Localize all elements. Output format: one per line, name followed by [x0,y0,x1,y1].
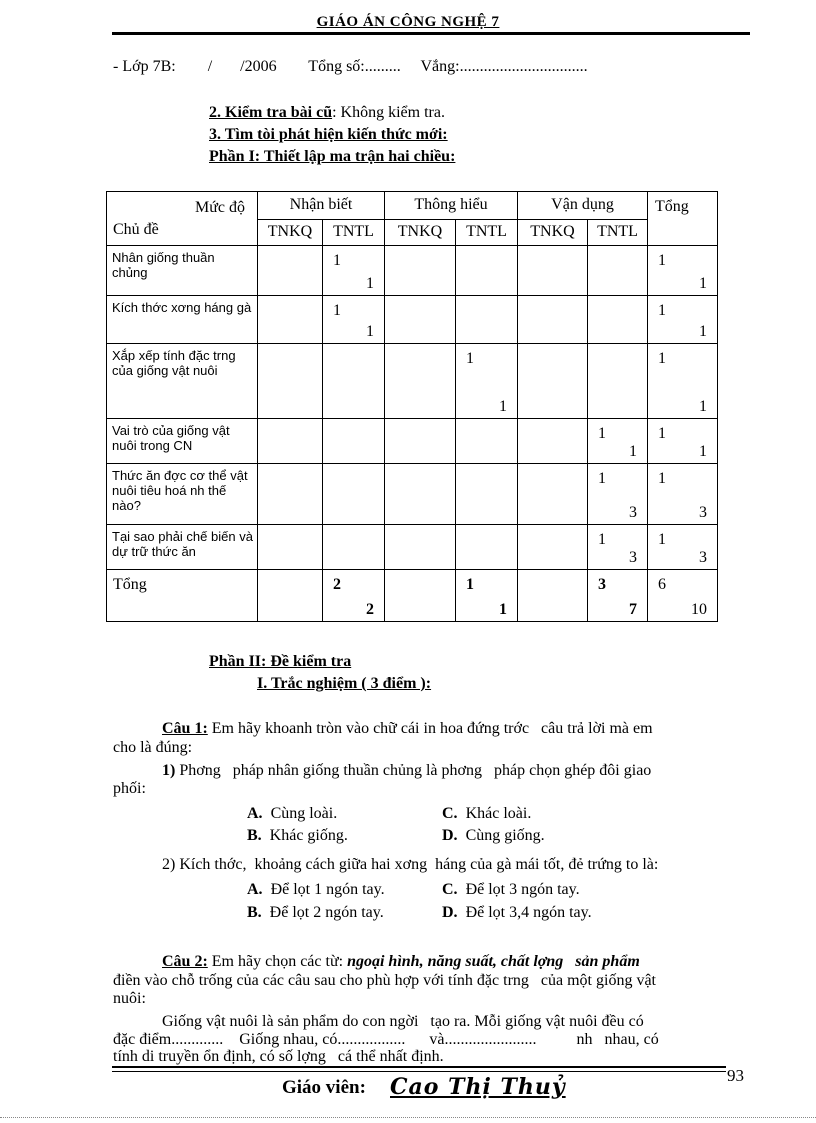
question-2-words: ngoại hình, năng suất, chất lợng sản phẩm [347,953,640,970]
cell-count: 1 [598,425,606,442]
cell-score: 1 [499,601,507,618]
question-2-text-cont-2: nuôi: [113,990,146,1007]
page-number: 93 [727,1066,744,1085]
total-header: Tổng [648,192,718,246]
section-2 [209,104,445,122]
topic-cell: Tại sao phải chế biến và dự trữ thức ăn [107,525,258,570]
cell-score: 10 [691,601,707,618]
matrix-cell [385,419,456,464]
option-text: Cùng loài. [270,805,338,822]
option-key: B. [247,827,262,844]
matrix-cell [385,344,456,419]
cell-score: 3 [629,504,637,521]
cell-score: 7 [629,601,637,618]
grand-total-cell [648,570,718,622]
matrix-cell [456,296,518,344]
matrix-cell [518,296,588,344]
matrix-cell [385,464,456,525]
option-text: Khác loài. [465,805,532,822]
topic-cell: Xắp xếp tính đặc trng của giống vật nuôi [107,344,258,419]
option-key: D. [442,827,458,844]
matrix-cell [588,419,648,464]
question-1-label: Câu 1: [162,720,208,737]
question-2-para-3: tính di truyền ổn định, có số lợng cá thể nhất định. [113,1048,444,1065]
cell-count: 6 [658,576,666,593]
q1-2-option-d [442,904,592,922]
topic-cell: Vai trò của giống vật nuôi trong CN [107,419,258,464]
class-info-line [113,58,588,76]
topic-cell: Thức ăn đợc cơ thể vật nuôi tiêu hoá nh thế nào? [107,464,258,525]
question-2-text: Em hãy chọn các từ: [207,953,348,970]
question-1-1-text-cont: phối: [113,780,146,797]
question-1-2-text: 2) Kích thớc, khoảng cách giữa hai xơng háng của gà mái tốt, đẻ trứng to là: [162,856,659,873]
matrix-cell [323,246,385,296]
topic-cell: Kích thớc xơng háng gà [107,296,258,344]
matrix-cell [456,246,518,296]
matrix-cell [323,419,385,464]
q1-1-option-b [247,827,348,845]
row-total-cell [648,344,718,419]
matrix-cell [518,246,588,296]
matrix-cell [518,344,588,419]
cell-score: 3 [629,549,637,566]
section-3-title: 3. Tìm tòi phát hiện kiến thức mới: [209,126,448,143]
matrix-cell [588,246,648,296]
cell-count: 1 [466,350,474,367]
matrix-cell [385,296,456,344]
topic-cell: Nhân giống thuần chủng [107,246,258,296]
level-header-recognize: Nhận biết [258,192,385,220]
section-2-text: : Không kiểm tra. [332,104,445,121]
section-3 [209,126,448,144]
sub-header-tnkq: TNKQ [258,219,323,246]
page-header-title: GIÁO ÁN CÔNG NGHỆ 7 [316,14,500,30]
matrix-cell [588,296,648,344]
option-key: A. [247,881,263,898]
question-2 [162,952,640,972]
cell-score: 1 [499,398,507,415]
matrix-total-row [107,570,718,622]
matrix-cell [588,464,648,525]
multiple-choice-title: I. Trắc nghiệm ( 3 điểm ): [257,675,432,692]
class-total: Tổng số:......... [308,58,401,75]
option-key: D. [442,904,458,921]
matrix-cell [258,344,323,419]
option-text: Để lọt 1 ngón tay. [270,881,385,898]
cell-score: 1 [699,323,707,340]
question-2-text-cont: điền vào chỗ trống của các câu sau cho phù hợp với tính đặc trng của một giống vật [113,972,656,989]
matrix-cell [518,525,588,570]
cell-count: 2 [333,576,341,593]
question-2-label: Câu 2: [162,953,208,970]
option-key: C. [442,881,458,898]
matrix-cell [258,296,323,344]
q1-2-option-a [247,881,385,899]
header-rule [112,32,750,35]
cell-count: 1 [598,470,606,487]
matrix-cell [588,525,648,570]
matrix-total-cell [385,570,456,622]
class-absent: Vắng:................................ [420,58,588,75]
total-row-label: Tổng [107,570,258,622]
matrix-cell [456,525,518,570]
teacher-label: Giáo viên: [282,1077,366,1098]
matrix-cell [323,296,385,344]
cell-score: 1 [699,443,707,460]
matrix-row [107,419,718,464]
question-1-text: Em hãy khoanh tròn vào chữ cái in hoa đứng trớc câu trả lời mà em [207,720,653,737]
row-total-cell [648,419,718,464]
matrix-cell [518,419,588,464]
matrix-cell [323,525,385,570]
matrix-total-cell [323,570,385,622]
cell-count: 1 [658,350,666,367]
page-bottom-dotted-line [0,1117,816,1118]
cell-count: 1 [333,302,341,319]
question-1-text-cont: cho là đúng: [113,739,193,756]
teacher-signature: Cao Thị Thuỷ [390,1074,566,1100]
cell-count: 1 [658,531,666,548]
matrix-cell [456,419,518,464]
section-2-title: 2. Kiểm tra bài cũ [209,104,333,121]
corner-level-label: Mức độ [195,199,245,216]
option-text: Để lọt 3,4 ngón tay. [465,904,592,921]
cell-score: 2 [366,601,374,618]
matrix-row [107,344,718,419]
class-label: - Lớp 7B: [113,58,176,75]
matrix-cell [456,344,518,419]
sub-header-tnkq: TNKQ [385,219,456,246]
q1-2-option-b [247,904,384,922]
row-total-cell [648,296,718,344]
q1-1-option-a [247,805,337,823]
matrix-row [107,246,718,296]
matrix-cell [385,525,456,570]
matrix-row [107,296,718,344]
sub-header-tnkq: TNKQ [518,219,588,246]
part-1-title: Phần I: Thiết lập ma trận hai chiều: [209,148,456,165]
question-1-1-number: 1) [162,762,176,779]
cell-count: 1 [658,470,666,487]
cell-count: 1 [658,252,666,269]
matrix-cell [518,464,588,525]
matrix-cell [258,419,323,464]
level-header-apply: Vận dụng [518,192,648,220]
part-1 [209,148,455,166]
option-key: A. [247,805,263,822]
matrix-total-cell [518,570,588,622]
option-text: Khác giống. [269,827,348,844]
sub-header-tntl: TNTL [588,219,648,246]
level-header-understand: Thông hiểu [385,192,518,220]
matrix-cell [258,464,323,525]
cell-count: 1 [658,425,666,442]
multiple-choice-section [257,674,431,694]
matrix-cell [323,344,385,419]
cell-score: 3 [699,504,707,521]
matrix-table [106,191,718,622]
matrix-cell [323,464,385,525]
option-key: C. [442,805,458,822]
row-total-cell [648,525,718,570]
row-total-cell [648,464,718,525]
question-2-para-1: Giống vật nuôi là sản phẩm do con ngời tạo ra. Mỗi giống vật nuôi đều có [162,1013,644,1030]
option-key: B. [247,904,262,921]
matrix-cell [456,464,518,525]
matrix-cell [588,344,648,419]
q1-2-option-c [442,881,580,899]
cell-count: 1 [658,302,666,319]
row-total-cell [648,246,718,296]
q1-1-option-c [442,805,531,823]
question-2-para-2: đặc điểm............. Giống nhau, có................. và....................... nh nhau, có [113,1031,659,1048]
q1-1-option-d [442,827,545,845]
sub-header-tntl: TNTL [456,219,518,246]
part-2-title: Phần II: Đề kiểm tra [209,653,352,670]
matrix-cell [385,246,456,296]
cell-score: 1 [366,275,374,292]
cell-score: 1 [629,443,637,460]
question-1-1-text: Phơng pháp nhân giống thuần chủng là phơng pháp chọn ghép đôi giao [175,762,652,779]
cell-count: 1 [333,252,341,269]
sub-header-tntl: TNTL [323,219,385,246]
option-text: Để lọt 3 ngón tay. [465,881,580,898]
matrix-row [107,525,718,570]
cell-count: 1 [466,576,474,593]
footer-rule [112,1066,726,1068]
cell-score: 1 [366,323,374,340]
question-1-1 [162,761,651,781]
matrix-cell [258,525,323,570]
cell-count: 3 [598,576,606,593]
footer-rule-thin [112,1071,726,1072]
matrix-row [107,464,718,525]
matrix-cell [258,246,323,296]
cell-score: 1 [699,275,707,292]
question-1 [162,719,653,739]
cell-score: 3 [699,549,707,566]
cell-score: 1 [699,398,707,415]
corner-topic-label: Chủ đề [113,221,159,238]
matrix-total-cell [588,570,648,622]
class-date: / /2006 [207,58,277,75]
part-2 [209,652,351,672]
option-text: Cùng giống. [465,827,545,844]
cell-count: 1 [598,531,606,548]
corner-cell [107,192,258,246]
matrix-total-cell [456,570,518,622]
matrix-total-cell [258,570,323,622]
option-text: Để lọt 2 ngón tay. [269,904,384,921]
